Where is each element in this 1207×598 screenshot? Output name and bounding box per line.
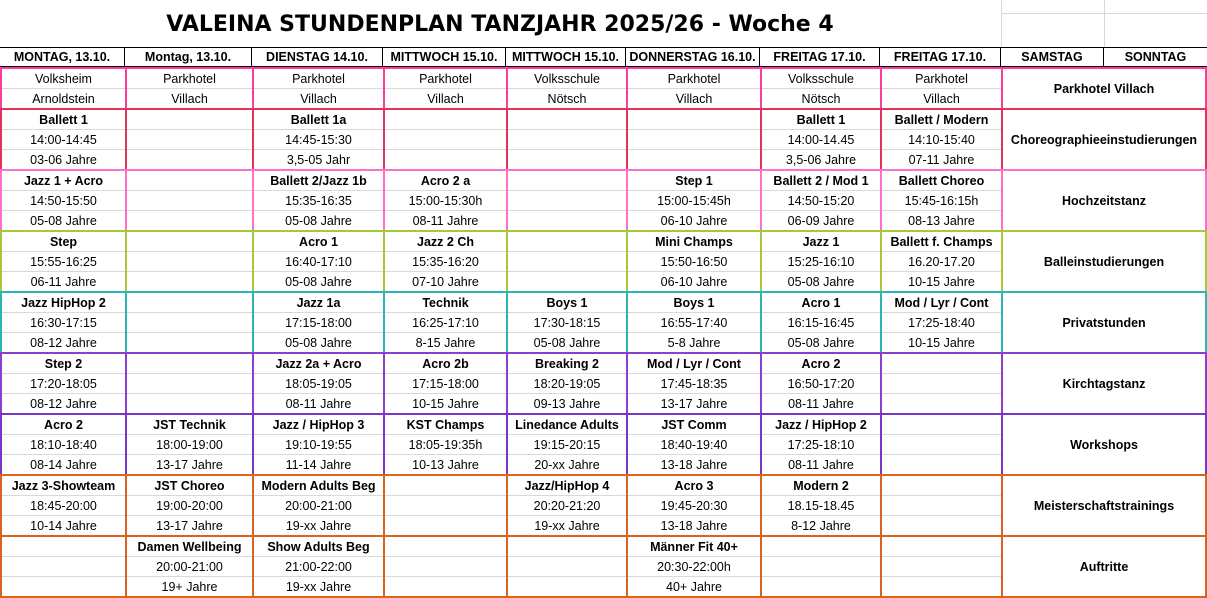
day-header-row [0,47,1207,67]
class-time: 20:30-22:00h [657,560,731,574]
venue-city: Villach [923,92,960,106]
class-cell [125,108,252,169]
class-time: 14:50-15:50 [30,194,97,208]
class-name: Ballett 1 [796,113,846,127]
class-age: 13-18 Jahre [660,458,728,472]
class-age: 13-17 Jahre [660,397,728,411]
class-cell [383,67,506,108]
class-time: 18:40-19:40 [660,438,728,452]
day-header: SONNTAG [1124,50,1187,64]
class-cell [125,413,252,474]
class-time: 16:15-16:45 [787,316,855,330]
class-cell [0,67,125,108]
class-name: Ballett 2/Jazz 1b [270,174,367,188]
cell-gridline [628,129,760,130]
class-age: 08-11 Jahre [412,214,479,228]
cell-gridline [508,190,626,191]
day-header: Montag, 13.10. [125,48,252,66]
class-age: 08-13 Jahre [908,214,975,228]
weekend-label: Balleinstudierungen [1001,230,1207,291]
class-age: 09-13 Jahre [533,397,601,411]
venue-name: Volksschule [787,72,854,86]
class-cell [880,535,1001,598]
class-time: 17:45-18:35 [660,377,728,391]
class-age: 19+ Jahre [161,580,218,594]
class-name: Step [49,235,78,249]
cell-gridline [508,210,626,211]
class-cell [760,413,880,474]
class-cell [880,291,1001,352]
class-name: Jazz / HipHop 3 [272,418,365,432]
class-time: 18:20-19:05 [533,377,601,391]
class-time: 18:45-20:00 [30,499,97,513]
class-name: JST Comm [661,418,727,432]
class-age: 11-14 Jahre [285,458,352,472]
venue-city: Nötsch [547,92,587,106]
cell-gridline [508,576,626,577]
class-name: Mod / Lyr / Cont [894,296,989,310]
weekend-label: Meisterschaftstrainings [1001,474,1207,535]
class-name: Technik [422,296,469,310]
class-name: Ballett 1 [39,113,88,127]
class-name: Acro 1 [801,296,841,310]
class-age: 06-10 Jahre [660,275,728,289]
cell-gridline [385,576,506,577]
venue-city: Nötsch [801,92,841,106]
day-header: MITTWOCH 15.10. [506,48,626,66]
cell-gridline [882,576,1001,577]
class-cell [0,230,125,291]
cell-gridline [127,332,252,333]
class-cell [0,291,125,352]
venue-name: Parkhotel [292,72,345,86]
class-cell [252,352,383,413]
class-age: 3,5-06 Jahre [785,153,857,167]
class-name: Jazz 3-Showteam [11,479,116,493]
weekend-label: Choreographieeinstudierungen [1001,108,1207,169]
class-cell [383,291,506,352]
class-cell [506,413,626,474]
class-cell [0,535,125,598]
cell-gridline [882,556,1001,557]
class-time: 15:35-16:20 [412,255,479,269]
class-age: 8-12 Jahre [791,519,851,533]
class-cell [125,67,252,108]
venue-city: Arnoldstein [32,92,95,106]
class-cell [125,535,252,598]
cell-gridline [127,149,252,150]
class-time: 14:50-15:20 [787,194,855,208]
class-cell [125,169,252,230]
class-cell [252,413,383,474]
class-age: 20-xx Jahre [534,458,600,472]
class-name: JST Choreo [154,479,225,493]
class-age: 10-15 Jahre [908,336,975,350]
class-age: 05-08 Jahre [285,336,352,350]
class-time: 20:00-21:00 [156,560,223,574]
page-title: VALEINA STUNDENPLAN TANZJAHR 2025/26 - Woche 4 [166,12,834,37]
class-name: Jazz / HipHop 2 [775,418,867,432]
class-time: 16:50-17:20 [787,377,855,391]
class-cell [252,67,383,108]
class-name: Jazz HipHop 2 [21,296,106,310]
class-time: 15:50-16:50 [660,255,728,269]
class-cell [252,169,383,230]
class-time: 17:20-18:05 [30,377,97,391]
class-time: 16.20-17.20 [908,255,975,269]
class-name: Ballett / Modern [894,113,989,127]
class-cell [760,169,880,230]
class-name: Boys 1 [546,296,588,310]
weekend-label: Auftritte [1001,535,1207,598]
class-age: 08-14 Jahre [30,458,97,472]
class-time: 16:25-17:10 [412,316,479,330]
cell-gridline [127,210,252,211]
class-cell [626,291,760,352]
class-cell [880,169,1001,230]
cell-gridline [882,434,1001,435]
cell-gridline [127,129,252,130]
cell-gridline [127,271,252,272]
class-cell [383,413,506,474]
class-age: 10-13 Jahre [412,458,479,472]
cell-gridline [385,515,506,516]
class-name: Show Adults Beg [267,540,370,554]
class-cell [506,169,626,230]
class-time: 15:35-16:35 [285,194,352,208]
venue-city: Villach [675,92,713,106]
class-time: 17:30-18:15 [533,316,601,330]
class-cell [880,230,1001,291]
cell-gridline [508,149,626,150]
cell-gridline [882,373,1001,374]
class-cell [760,108,880,169]
class-cell [506,291,626,352]
day-header: DIENSTAG 14.10. [252,48,383,66]
cell-gridline [882,515,1001,516]
cell-gridline [127,373,252,374]
venue-name: Volksheim [35,72,92,86]
weekend-label: Workshops [1001,413,1207,474]
class-name: Mod / Lyr / Cont [647,357,741,371]
class-name: Step 2 [44,357,83,371]
venue-name: Parkhotel [419,72,472,86]
class-cell [880,413,1001,474]
class-name: Modern Adults Beg [261,479,376,493]
class-age: 05-08 Jahre [285,275,352,289]
class-name: Acro 3 [674,479,714,493]
class-time: 17:25-18:10 [787,438,855,452]
class-name: Jazz 1a [296,296,341,310]
class-name: KST Champs [406,418,485,432]
class-cell [760,230,880,291]
class-time: 14:00-14.45 [787,133,855,147]
class-age: 10-14 Jahre [30,519,97,533]
class-time: 19:00-20:00 [156,499,223,513]
day-header: MITTWOCH 15.10. [383,48,506,66]
cell-gridline [882,454,1001,455]
cell-gridline [508,129,626,130]
class-cell [383,169,506,230]
weekend-label: Parkhotel Villach [1001,67,1207,108]
class-name: Ballett Choreo [898,174,985,188]
class-time: 16:40-17:10 [285,255,352,269]
class-age: 5-8 Jahre [667,336,721,350]
class-age: 10-15 Jahre [908,275,975,289]
class-name: Damen Wellbeing [137,540,242,554]
class-cell [760,291,880,352]
cell-gridline [385,129,506,130]
class-age: 07-10 Jahre [412,275,479,289]
class-name: Ballett f. Champs [890,235,993,249]
class-name: Acro 2 a [420,174,471,188]
class-time: 19:10-19:55 [285,438,352,452]
class-name: Linedance Adults [515,418,619,432]
class-cell [125,474,252,535]
class-age: 13-18 Jahre [660,519,728,533]
class-cell [506,535,626,598]
weekend-label: Kirchtagstanz [1001,352,1207,413]
class-time: 19:15-20:15 [533,438,601,452]
class-cell [252,108,383,169]
class-time: 21:00-22:00 [285,560,352,574]
class-cell [626,535,760,598]
venue-name: Parkhotel [667,72,721,86]
class-age: 05-08 Jahre [30,214,97,228]
class-name: Breaking 2 [535,357,599,371]
weekend-label: Hochzeitstanz [1001,169,1207,230]
class-name: Jazz 2 Ch [417,235,474,249]
cell-gridline [628,149,760,150]
cell-gridline [508,556,626,557]
class-age: 05-08 Jahre [787,275,855,289]
class-age: 08-11 Jahre [788,458,854,472]
day-header: DONNERSTAG 16.10. [626,48,760,66]
class-name: Modern 2 [793,479,849,493]
class-age: 06-10 Jahre [660,214,728,228]
cell-gridline [508,251,626,252]
class-name: Jazz 1 [802,235,840,249]
class-cell [760,352,880,413]
class-time: 14:10-15:40 [908,133,975,147]
class-cell [383,535,506,598]
class-time: 18:05-19:05 [285,377,352,391]
class-cell [0,352,125,413]
class-time: 18:00-19:00 [156,438,223,452]
class-cell [252,474,383,535]
class-cell [880,352,1001,413]
class-name: Ballett 1a [290,113,347,127]
class-age: 06-11 Jahre [30,275,97,289]
class-time: 17:15-18:00 [412,377,479,391]
cell-gridline [882,495,1001,496]
class-cell [0,108,125,169]
cell-gridline [385,556,506,557]
class-cell [383,108,506,169]
day-header: MONTAG, 13.10. [0,48,125,66]
class-cell [125,230,252,291]
class-cell [880,474,1001,535]
class-time: 15:25-16:10 [787,255,855,269]
class-age: 08-12 Jahre [30,397,97,411]
class-time: 15:00-15:45h [657,194,731,208]
class-cell [0,169,125,230]
class-cell [383,230,506,291]
class-time: 18:05-19:35h [408,438,483,452]
class-name: Acro 2 [44,418,83,432]
class-name: Boys 1 [673,296,715,310]
class-time: 14:45-15:30 [285,133,352,147]
class-time: 18.15-18.45 [787,499,855,513]
venue-city: Villach [300,92,337,106]
class-name: Acro 1 [299,235,338,249]
class-age: 03-06 Jahre [30,153,97,167]
class-cell [626,474,760,535]
class-cell [125,291,252,352]
venue-city: Villach [171,92,208,106]
class-time: 17:25-18:40 [908,316,975,330]
class-name: Ballett 2 / Mod 1 [773,174,869,188]
class-cell [880,108,1001,169]
class-age: 08-11 Jahre [285,397,352,411]
class-cell [506,230,626,291]
class-cell [880,67,1001,108]
class-cell [626,169,760,230]
class-cell [506,352,626,413]
class-name: Jazz 1 + Acro [23,174,104,188]
cell-gridline [385,495,506,496]
class-time: 16:30-17:15 [30,316,97,330]
class-time: 17:15-18:00 [285,316,352,330]
day-header: FREITAG 17.10. [880,48,1001,66]
class-age: 05-08 Jahre [533,336,601,350]
class-cell [506,108,626,169]
class-cell [252,535,383,598]
class-cell [626,108,760,169]
cell-gridline [882,393,1001,394]
cell-gridline [385,149,506,150]
class-age: 13-17 Jahre [156,458,223,472]
class-age: 8-15 Jahre [415,336,476,350]
class-cell [0,413,125,474]
class-cell [125,352,252,413]
class-name: Acro 2b [422,357,469,371]
class-age: 05-08 Jahre [787,336,855,350]
class-cell [626,230,760,291]
class-cell [626,67,760,108]
class-cell [760,535,880,598]
class-name: Mini Champs [655,235,733,249]
venue-name: Parkhotel [163,72,216,86]
class-age: 19-xx Jahre [285,580,352,594]
day-header: SAMSTAG [1001,48,1104,66]
class-name: Acro 2 [801,357,841,371]
venue-name: Parkhotel [915,72,968,86]
class-time: 16:55-17:40 [660,316,728,330]
class-age: 08-12 Jahre [30,336,97,350]
class-cell [626,352,760,413]
cell-gridline [762,576,880,577]
class-age: 07-11 Jahre [908,153,975,167]
class-age: 10-15 Jahre [412,397,479,411]
cell-gridline [127,251,252,252]
class-name: Männer Fit 40+ [650,540,738,554]
class-age: 06-09 Jahre [787,214,855,228]
class-age: 40+ Jahre [666,580,722,594]
class-cell [383,474,506,535]
class-age: 3,5-05 Jahr [286,153,351,167]
class-time: 18:10-18:40 [30,438,97,452]
class-cell [626,413,760,474]
cell-gridline [127,190,252,191]
cell-gridline [127,393,252,394]
cell-gridline [2,576,125,577]
class-cell [506,67,626,108]
cell-gridline [508,271,626,272]
class-time: 14:00-14:45 [30,133,97,147]
cell-gridline [762,556,880,557]
weekend-label: Privatstunden [1001,291,1207,352]
class-time: 20:00-21:00 [285,499,352,513]
class-name: Jazz/HipHop 4 [524,479,610,493]
class-age: 08-11 Jahre [788,397,854,411]
class-cell [760,474,880,535]
class-time: 20:20-21:20 [533,499,601,513]
cell-gridline [127,312,252,313]
venue-city: Villach [427,92,464,106]
class-age: 13-17 Jahre [156,519,223,533]
class-cell [383,352,506,413]
class-time: 15:00-15:30h [408,194,483,208]
class-age: 19-xx Jahre [285,519,352,533]
class-cell [760,67,880,108]
class-cell [0,474,125,535]
day-header: FREITAG 17.10. [760,48,880,66]
class-age: 19-xx Jahre [534,519,600,533]
class-name: Jazz 2a + Acro [275,357,362,371]
class-cell [252,230,383,291]
class-time: 15:45-16:15h [904,194,979,208]
cell-gridline [2,556,125,557]
class-time: 19:45-20:30 [660,499,728,513]
class-name: JST Technik [153,418,226,432]
class-age: 05-08 Jahre [285,214,352,228]
class-cell [506,474,626,535]
class-name: Step 1 [675,174,713,188]
class-cell [252,291,383,352]
class-time: 15:55-16:25 [30,255,97,269]
venue-name: Volksschule [533,72,600,86]
